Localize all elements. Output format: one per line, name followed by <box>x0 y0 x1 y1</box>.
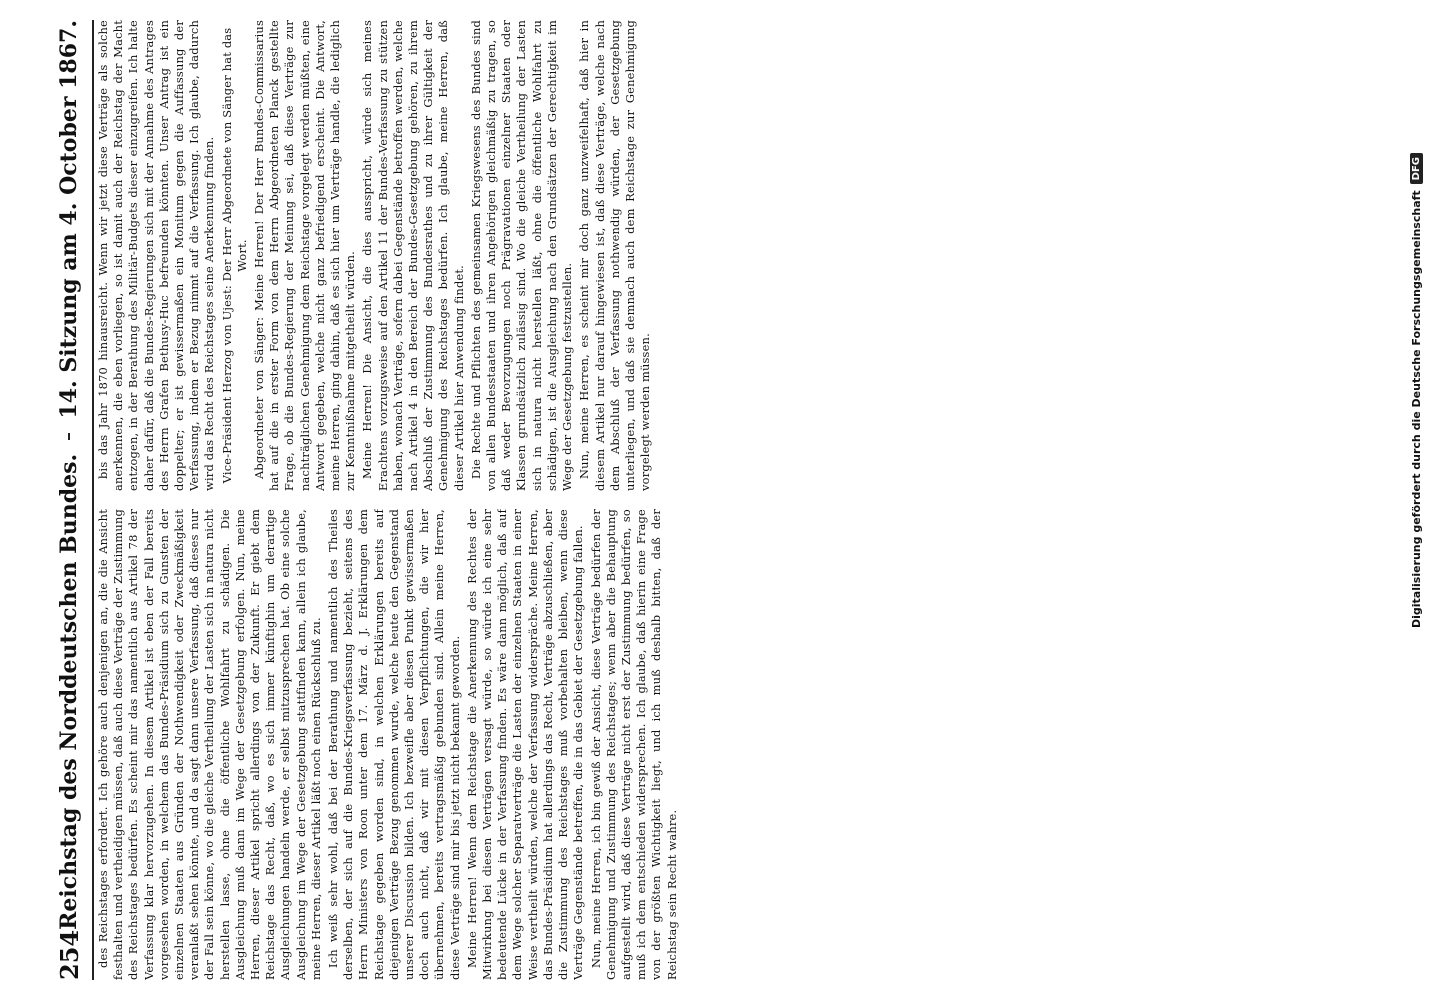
paragraph: bis das Jahr 1870 hinausreicht. Wenn wir jetzt diese Verträge als solche anerkennen, die eben vorliegen, so ist damit auch der Reichstag der Macht entzogen, in der Berathung des Militär-Budgets dieser einzugreifen. Ich halte daher dafür, daß die Bundes-Regierungen sich mit der Annahme des Antrages des Herrn Grafen Bethusy-Huc befreunden könnten. Unser Antrag ist ein doppelter; er ist gewissermaßen ein Monitum gegen die Auffassung der Verfassung, indem er Bezug nimmt auf die Verfassung. Ich glaube, dadurch wird das Recht des Reichstages seine Anerkennung finden. <box>96 20 217 491</box>
paragraph: des Reichstages erfordert. Ich gehöre auch denjenigen an, die die Ansicht festhalten und vertheidigen müssen, daß auch diese Verträge der Zustimmung des Reichstages bedürfen. Es scheint mir das namentlich aus Artikel 78 der Verfassung klar hervorzugehen. In diesem Artikel ist eben der Fall bereits vorgesehen worden, in welchem das Bundes-Präsidium sich zu Gunsten der einzelnen Staaten aus Gründen der Nothwendigkeit oder Zweckmäßigkeit veranlaßt sehen könnte, und da sagt dann unsere Verfassung, daß dieses nur der Fall sein könne, wo die gleiche Vertheilung der Lasten sich in natura nicht herstellen lasse, ohne die öffentliche Wohlfahrt zu schädigen. Die Ausgleichung muß dann im Wege der Gesetzgebung erfolgen. Nun, meine Herren, dieser Artikel spricht allerdings von der Zukunft. Er giebt dem Reichstage das Recht, daß, wo es sich immer künftighin um derartige Ausgleichungen handeln werde, er selbst mitzusprechen hat. Ob eine solche Ausgleichung im Wege der Gesetzgebung stattfinden kann, allein ich glaube, meine Herren, dieser Artikel läßt noch einen Rückschluß zu. <box>96 509 323 980</box>
paragraph: Abgeordneter von Sänger: Meine Herren! Der Herr Bundes-Commissarius hat auf die in erster Form von dem Herrn Abgeordneten Planck gestellte Frage, ob die Bundes-Regierung der Meinung sei, daß diese Verträge zur nachträglichen Genehmigung dem Reichstage vorgelegt werden müßten, eine Antwort gegeben, welche nicht ganz befriedigend erscheint. Die Antwort, meine Herren, ging dahin, daß es sich hier um Verträge handle, die lediglich zur Kenntnißnahme mitgetheilt würden. <box>252 20 358 491</box>
column-right <box>96 20 1414 491</box>
right-running-title: 14. Sitzung am 4. October 1867. <box>56 20 82 419</box>
paragraph: Meine Herren! Die Ansicht, die dies ausspricht, würde sich meines Erachtens vorzugsweise auf den Artikel 11 der Bundes-Verfassung zu stützen haben, wonach Verträge, sofern dabei Gegenstände betroffen werden, welche nach Artikel 4 in den Bereich der Bundes-Gesetzgebung gehören, zu ihrem Abschluß der Zustimmung des Bundesrathes und zu ihrer Gültigkeit der Genehmigung des Reichstages bedürfen. Ich glaube, meine Herren, daß dieser Artikel hier Anwendung findet. <box>360 20 466 491</box>
speaker-note: Vice-Präsident Herzog von Ujest: Der Herr Abgeordnete von Sänger hat das Wort. <box>219 27 249 484</box>
header-separator <box>68 433 70 440</box>
page-number: 254 <box>54 929 84 980</box>
page-header <box>52 20 86 980</box>
column-left <box>96 509 1414 980</box>
paragraph: Meine Herren! Wenn dem Reichstage die Anerkennung des Rechtes der Mitwirkung bei diesen Verträgen versagt würde, so würde ich eine sehr bedeutende Lücke in der Verfassung finden. Es wäre dann möglich, daß auf dem Wege solcher Separatverträge die Lasten der einzelnen Staaten in einer Weise vertheilt würden, welche der Verfassung widerspräche. Meine Herren, das Bundes-Präsidium hat allerdings das Recht, Verträge abzuschließen, aber die Zustimmung des Reichstages muß vorbehalten bleiben, wenn diese Verträge Gegenstände betreffen, die in das Gebiet der Gesetzgebung fallen. <box>464 509 586 980</box>
paragraph: Nun, meine Herren, ich bin gewiß der Ansicht, diese Verträge bedürfen der Genehmigung und Zustimmung des Reichstages; wenn aber die Behauptung aufgestellt wird, daß diese Verträge nicht erst der Zustimmung bedürfen, so muß ich dem entschieden widersprechen. Ich glaube, daß hierin eine Frage von der größten Wichtigkeit liegt, und ich muß deshalb bitten, daß der Reichstag sein Recht wahre. <box>588 509 679 980</box>
paragraph: Nun, meine Herren, es scheint mir doch ganz unzweifelhaft, daß hier in diesem Artikel nur darauf hingewiesen ist, daß diese Verträge, welche nach dem Abschluß der Verfassung nothwendig würden, der Gesetzgebung unterliegen, und daß sie demnach auch dem Reichstage zur Genehmigung vorgelegt werden müssen. <box>577 20 653 491</box>
paragraph: Ich weiß sehr wohl, daß bei der Berathung und namentlich des Theiles derselben, der sich auf die Bundes-Kriegsverfassung bezieht, seitens des Herrn Ministers von Roon unter dem 17. März d. J. Erklärungen dem Reichstage gegeben worden sind, in welchen Erklärungen bereits auf diejenigen Verträge Bezug genommen wurde, welche heute den Gegenstand unserer Discussion bilden. Ich bezweifle aber diesen Punkt gewissermaßen doch auch nicht, daß wir mit diesen Verpflichtungen, die wir hier übernehmen, bereits vertragsmäßig gebunden sind. Allein meine Herren, diese Verträge sind mir bis jetzt nicht bekannt geworden. <box>326 509 462 980</box>
dfg-logo: DFG <box>1410 153 1423 184</box>
left-running-title: Reichstag des Norddeutschen Bundes. <box>56 453 82 930</box>
quoted-article: Die Rechte und Pflichten des gemeinsamen Kriegswesens des Bundes sind von allen Bundesstaaten und ihren Angehörigen gleichmäßig zu tragen, so daß weder Bevorzugungen noch Prägravationen einzelner Staaten oder Klassen grundsätzlich zulässig sind. Wo die gleiche Vertheilung der Lasten sich in natura nicht herstellen läßt, ohne die öffentliche Wohlfahrt zu schädigen, ist die Ausgleichung nach den Grundsätzen der Gerechtigkeit im Wege der Gesetzgebung festzustellen. <box>468 20 575 491</box>
header-rule <box>92 20 94 980</box>
digitization-credit <box>1400 0 1432 1000</box>
text-columns <box>96 20 1414 980</box>
credit-text: Digitalisierung gefördert durch die Deutsche Forschungsgemeinschaft <box>1409 190 1423 628</box>
